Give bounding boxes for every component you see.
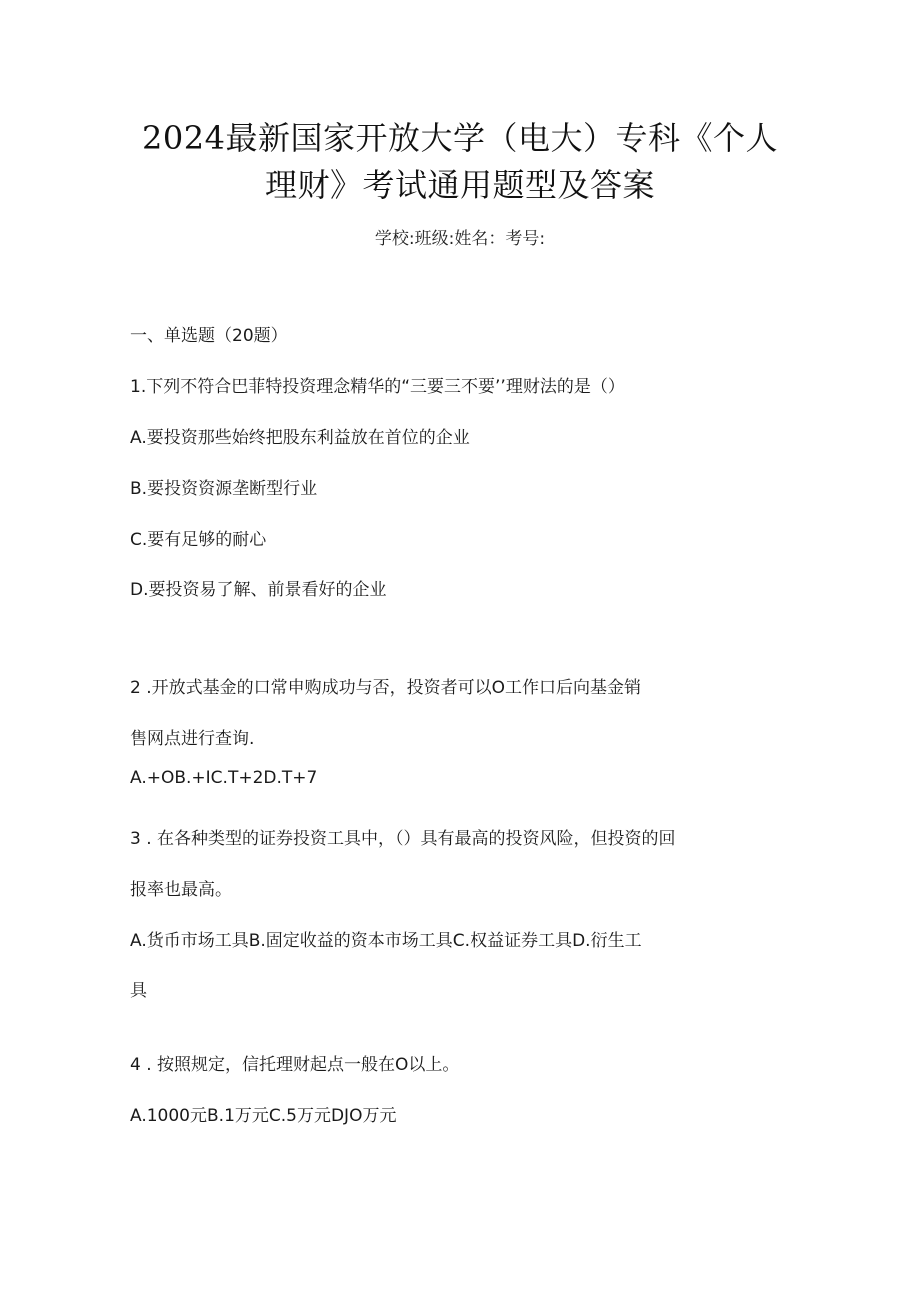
document-title-line-2: 理财》考试通用题型及答案 xyxy=(264,166,655,204)
question-4-stem: 4 . 按照规定，信托理财起点一般在O以上。 xyxy=(130,1055,460,1075)
section-heading: 一、单选题（20题） xyxy=(130,326,288,346)
question-1-option-c: C.要有足够的耐心 xyxy=(130,530,267,550)
question-3-options-line-2: 具 xyxy=(130,981,147,1001)
question-2-options: A.+OB.+IC.T+2D.T+7 xyxy=(130,768,318,788)
question-1-stem: 1.下列不符合巴菲特投资理念精华的“三要三不要’’理财法的是（） xyxy=(130,377,625,397)
question-4-options: A.1000元B.1万元C.5万元DJO万元 xyxy=(130,1106,397,1126)
question-2-stem-line-1: 2 .开放式基金的口常申购成功与否，投资者可以O工作口后向基金销 xyxy=(130,678,642,698)
question-1-option-b: B.要投资资源垄断型行业 xyxy=(130,479,318,499)
question-1-option-a: A.要投资那些始终把股东利益放在首位的企业 xyxy=(130,428,470,448)
question-1-option-d: D.要投资易了解、前景看好的企业 xyxy=(130,580,387,600)
student-info-line: 学校:班级:姓名：考号: xyxy=(374,229,546,249)
document-title-line-1: 2024最新国家开放大学（电大）专科《个人 xyxy=(142,119,778,157)
question-2-stem-line-2: 售网点进行查询. xyxy=(130,729,255,749)
question-3-stem-line-2: 报率也最高。 xyxy=(130,880,232,900)
question-3-stem-line-1: 3 . 在各种类型的证券投资工具中，（）具有最高的投资风险，但投资的回 xyxy=(130,829,676,849)
question-3-options-line-1: A.货币市场工具B.固定收益的资本市场工具C.权益证券工具D.衍生工 xyxy=(130,931,642,951)
